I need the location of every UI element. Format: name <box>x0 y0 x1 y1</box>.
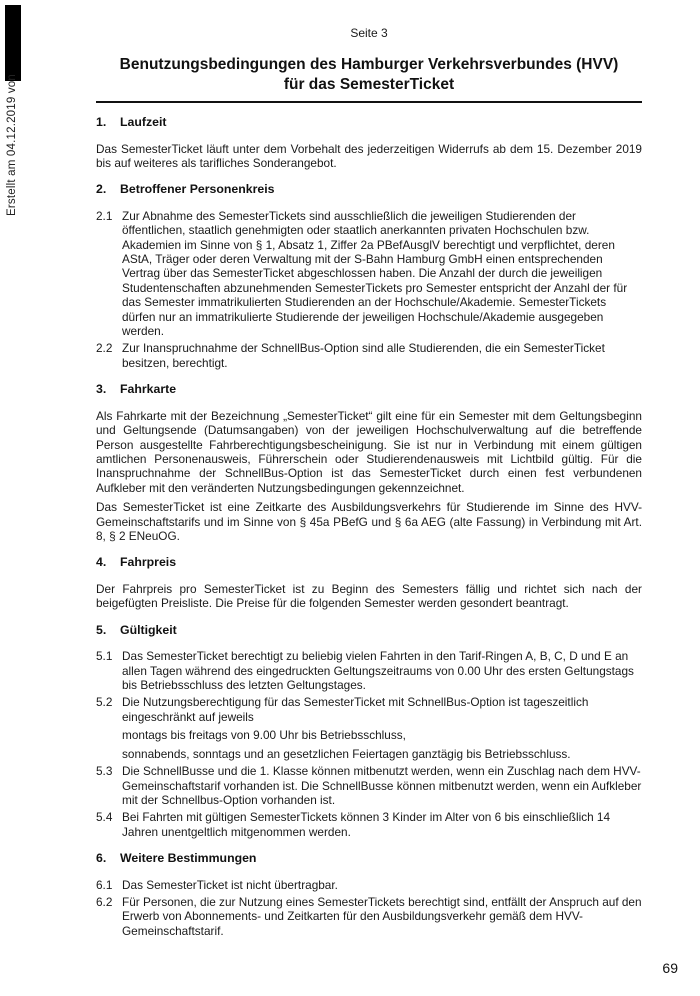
list-item <box>96 895 642 938</box>
page-header: Seite 3 <box>350 26 388 40</box>
section-heading <box>96 115 642 130</box>
section-laufzeit <box>96 115 642 170</box>
section-title: Weitere Bestimmungen <box>120 851 257 866</box>
section-heading <box>96 851 642 866</box>
section-heading <box>96 623 642 638</box>
side-note-created-date: Erstellt am 04.12.2019 von <box>6 73 18 216</box>
list-item <box>96 810 642 839</box>
document-title <box>96 55 642 95</box>
section-number: 2. <box>96 182 107 197</box>
paragraph: Das SemesterTicket läuft unter dem Vorbehalt des jederzeitigen Widerrufs ab dem 15. Dezember 2019 bis auf weiteres als tarifliches Sonderangebot. <box>96 141 642 170</box>
list-item <box>96 209 642 339</box>
section-number: 1. <box>96 115 107 129</box>
list-item <box>96 649 642 692</box>
list-item <box>96 695 642 761</box>
section-fahrkarte <box>96 382 642 543</box>
paragraph: Als Fahrkarte mit der Bezeichnung „SemesterTicket“ gilt eine für ein Semester mit dem Geltungsbeginn und Geltungsende (Datumsangaben) von der jeweiligen Hochschulverwaltung auf die betreffende Person ausgestellte Fahrberechtigungsbescheinigung. Sie ist nur in Verbindung mit einem gültigen amtlichen Personenausweis, Führerschein oder Studierendenausweis mit Lichtbild gültig. Für die Inanspruchnahme der SchnellBus-Option ist das SemesterTicket durch einen fest verbundenen Aufkleber mit den veränderten Nutzungsbedingungen gekennzeichnet. <box>96 408 642 495</box>
section-title: Betroffener Personenkreis <box>120 182 275 197</box>
item-text: Die Nutzungsberechtigung für das SemesterTicket mit SchnellBus-Option ist tageszeitlich eingeschränkt auf jeweils <box>122 695 589 724</box>
item-text: Zur Inanspruchnahme der SchnellBus-Option sind alle Studierenden, die ein SemesterTicket besitzen, berechtigt. <box>122 341 605 370</box>
section-number: 3. <box>96 382 107 397</box>
item-text: Bei Fahrten mit gültigen SemesterTickets können 3 Kinder im Alter von 6 bis einschließlich 14 Jahren unentgeltlich mitgenommen werden. <box>122 810 611 839</box>
paragraph: Der Fahrpreis pro SemesterTicket ist zu Beginn des Semesters fällig und richtet sich nach der beigefügten Preisliste. Die Preise für die folgenden Semester werden gesondert beantragt. <box>96 581 642 611</box>
item-number: 6.1 <box>96 877 113 892</box>
section-heading <box>96 182 642 197</box>
section-personenkreis <box>96 182 642 370</box>
section-title: Fahrpreis <box>120 555 177 570</box>
item-sub-line: montags bis freitags von 9.00 Uhr bis Betriebsschluss, <box>122 728 406 743</box>
title-rule <box>96 101 642 103</box>
item-number: 5.4 <box>96 810 113 825</box>
section-title: Laufzeit <box>120 115 167 129</box>
list-item <box>96 341 642 370</box>
document-title-line1: Benutzungsbedingungen des Hamburger Verkehrsverbundes (HVV) <box>119 56 619 73</box>
redaction-bar <box>5 5 21 81</box>
list-item <box>96 764 642 807</box>
section-number: 6. <box>96 851 107 866</box>
item-text: Für Personen, die zur Nutzung eines SemesterTickets berechtigt sind, entfällt der Anspruch auf den Erwerb von Abonnements- und Zeitkarten für den Ausbildungsverkehr gemäß dem HVV-Gemeinschaftstarif. <box>122 895 642 938</box>
paragraph: Das SemesterTicket ist eine Zeitkarte des Ausbildungsverkehrs für Studierende im Sinne des HVV-Gemeinschaftstarifs und im Sinne von § 45a PBefG und § 6a AEG (alte Fassung) in Verbindung mit Art. 8, § 2 ENeuOG. <box>96 500 642 544</box>
section-weitere-bestimmungen <box>96 851 642 938</box>
page-number: 69 <box>662 960 678 976</box>
item-number: 6.2 <box>96 895 113 910</box>
item-text: Zur Abnahme des SemesterTickets sind ausschließlich die jeweiligen Studierenden der öffentlichen, staatlich genehmigten oder staatlich anerkannten privaten Hochschulen bzw. Akademien im Sinne von § 1, Absatz 1, Ziffer 2a PBefAusglV berechtigt und verpflichtet, deren AStA, Träger oder deren Verwaltung mit der S-Bahn Hamburg GmbH einen entsprechenden Vertrag über das SemesterTicket abgeschlossen haben. Die Anzahl der durch die jeweiligen Studentenschaften abzunehmenden SemesterTickets pro Semester entspricht der Anzahl der für das Semester immatrikulierten Studierenden an der Hochschule/Akademie. SemesterTickets dürfen nur an immatrikulierte Studierende der jeweiligen Hochschule/Akademie ausgegeben werden. <box>122 208 628 339</box>
section-gueltigkeit <box>96 623 642 839</box>
item-text: Das SemesterTicket ist nicht übertragbar. <box>122 877 338 892</box>
section-title: Gültigkeit <box>120 622 177 637</box>
document-content <box>96 26 642 941</box>
item-sub-line: sonnabends, sonntags und an gesetzlichen Feiertagen ganztägig bis Betriebsschluss. <box>122 746 571 761</box>
item-number: 5.3 <box>96 764 113 779</box>
document-title-line2: für das SemesterTicket <box>283 76 455 93</box>
item-text: Die SchnellBusse und die 1. Klasse können mitbenutzt werden, wenn ein Zuschlag nach dem HVV-Gemeinschaftstarif vorhanden ist. Die SchnellBusse können mitbenutzt werden, wenn ein Aufkleber mit der Schnellbus-Option vorhanden ist. <box>122 764 642 807</box>
section-number: 5. <box>96 622 107 637</box>
item-text: Das SemesterTicket berechtigt zu beliebig vielen Fahrten in den Tarif-Ringen A, B, C, D und E an allen Tagen während des eingedruckten Geltungszeitraums von 0.00 Uhr des ersten Geltungstags bis Betriebsschluss des letzten Geltungstages. <box>122 649 634 693</box>
list-item <box>96 878 642 892</box>
item-number: 5.2 <box>96 695 113 710</box>
item-number: 5.1 <box>96 649 113 664</box>
item-number: 2.1 <box>96 208 113 223</box>
section-heading <box>96 555 642 570</box>
item-body <box>122 695 642 761</box>
item-number: 2.2 <box>96 341 113 356</box>
section-fahrpreis <box>96 555 642 610</box>
section-number: 4. <box>96 555 107 570</box>
section-heading <box>96 382 642 397</box>
section-title: Fahrkarte <box>120 382 177 397</box>
